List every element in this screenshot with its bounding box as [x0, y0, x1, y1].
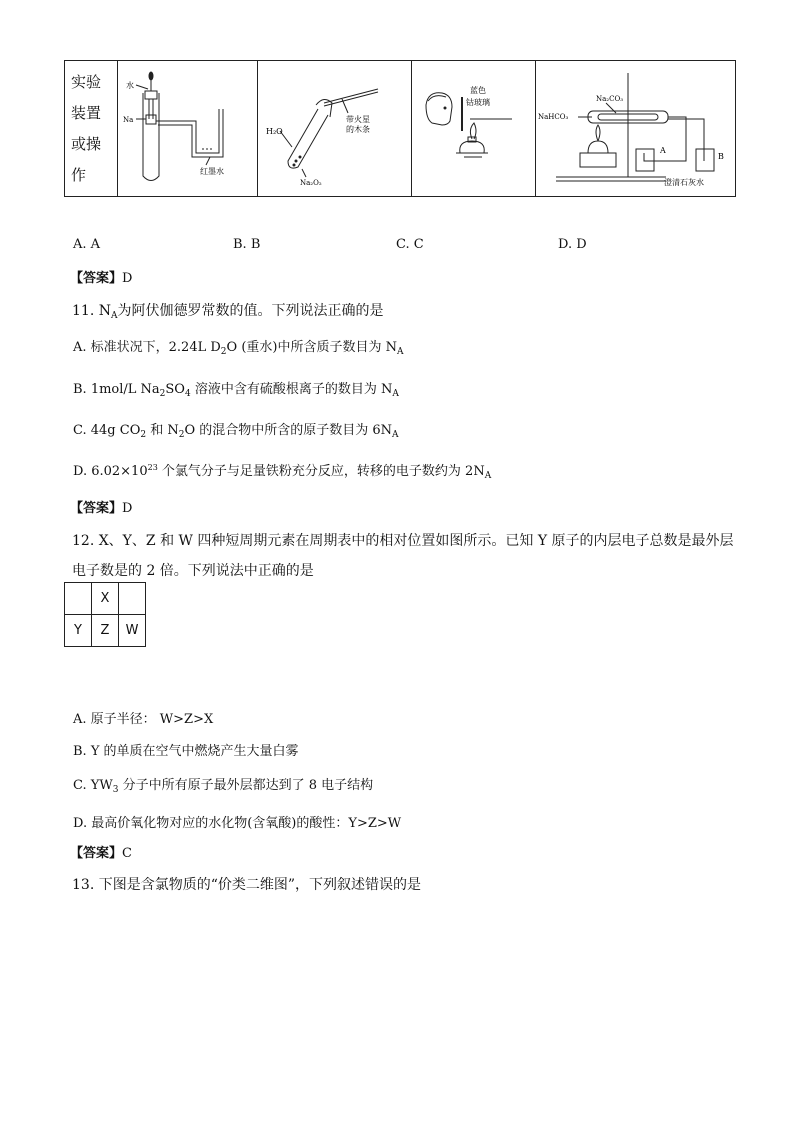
- q11-option-b: [73, 378, 399, 399]
- label-beaker-a: A: [660, 146, 666, 155]
- label-na: Na: [123, 116, 134, 124]
- text: B. 1mol/L Na: [73, 382, 160, 397]
- apparatus-cell-1: [118, 61, 258, 197]
- q10-option-c: C. C: [396, 237, 424, 252]
- q11-na-sub: A: [110, 311, 118, 321]
- sub: A: [392, 389, 399, 399]
- text: C. YW: [73, 778, 113, 793]
- sub: 2: [220, 347, 227, 357]
- answer-label: 【答案】: [70, 501, 123, 516]
- grid-cell: [65, 583, 92, 615]
- text: 分子中所有原子最外层都达到了 8 电子结构: [118, 778, 374, 793]
- apparatus-cell-2: [258, 61, 412, 197]
- q11-stem: [72, 300, 383, 321]
- q12-stem-line-2: 电子数是的 2 倍。下列说法中正确的是: [72, 563, 314, 579]
- grid-cell-x: X: [92, 583, 119, 615]
- sub: 4: [184, 389, 191, 399]
- answer-label: 【答案】: [70, 271, 123, 286]
- q12-stem-line-1: 12. X、Y、Z 和 W 四种短周期元素在周期表中的相对位置如图所示。已知 Y 原子的内层电子总数是最外层: [72, 533, 734, 549]
- sub: 2: [178, 430, 185, 440]
- q10-option-b: B. B: [233, 237, 261, 252]
- q10-option-a: A. A: [73, 237, 101, 252]
- experiment-table: [64, 60, 736, 197]
- sub: A: [392, 430, 399, 440]
- text: 溶液中含有硫酸根离子的数目为 N: [190, 382, 393, 397]
- sub: 2: [159, 389, 166, 399]
- label-line: 作: [71, 165, 87, 184]
- q11-option-d: [73, 460, 491, 481]
- grid-cell-w: W: [119, 615, 146, 647]
- q10-option-d: D. D: [558, 237, 587, 252]
- grid-cell: [119, 583, 146, 615]
- text: C. 44g CO: [73, 423, 141, 438]
- carbonate-heating-figure: [536, 61, 735, 196]
- q11-option-c: [73, 419, 399, 440]
- text: 个氯气分子与足量铁粉充分反应，转移的电子数约为 2N: [157, 464, 485, 479]
- label-line: 装置: [71, 103, 102, 122]
- sub: 3: [112, 785, 119, 795]
- text: A. 标准状况下，2.24L D: [73, 340, 221, 355]
- label-cobalt-glass: 钴玻璃: [466, 98, 490, 107]
- text: O 的混合物中所含的原子数目为 6N: [184, 423, 393, 438]
- grid-cell-y: Y: [65, 615, 92, 647]
- q12-option-b: B. Y 的单质在空气中燃烧产生大量白雾: [73, 744, 299, 759]
- q10-answer: [70, 267, 132, 286]
- q11-stem-text: 为阿伏伽德罗常数的值。下列说法正确的是: [117, 303, 384, 319]
- q11-answer: [70, 497, 132, 516]
- label-water: 水: [126, 81, 134, 90]
- text: D. 6.02×10: [73, 464, 148, 479]
- answer-label: 【答案】: [70, 846, 123, 861]
- sub: 2: [140, 430, 147, 440]
- sodium-peroxide-apparatus-figure: [258, 61, 411, 196]
- sub: A: [396, 347, 404, 357]
- experiment-label-cell: [65, 61, 118, 197]
- label-limewater: 澄清石灰水: [664, 178, 704, 187]
- q12-option-c: [73, 774, 373, 795]
- text: O (重水)中所含质子数目为 N: [226, 340, 397, 355]
- label-line: 或操: [71, 134, 102, 153]
- sup: 23: [147, 463, 158, 472]
- q11-option-a: [73, 336, 403, 357]
- periodic-position-grid: [64, 582, 146, 647]
- q12-option-d: D. 最高价氧化物对应的水化物(含氧酸)的酸性：Y>Z>W: [73, 816, 402, 831]
- label-beaker-b: B: [718, 152, 724, 161]
- q12-option-a: A. 原子半径： W>Z>X: [73, 712, 214, 727]
- text: 和 N: [146, 423, 179, 438]
- flame-test-figure: [412, 61, 535, 196]
- apparatus-cell-4: [536, 61, 736, 197]
- label-blue: 蓝色: [470, 86, 486, 95]
- q11-na: N: [98, 303, 111, 319]
- label-na2o2: Na₂O₂: [300, 179, 322, 187]
- label-na2co3: Na₂CO₃: [596, 95, 624, 103]
- apparatus-cell-3: [412, 61, 536, 197]
- answer-value: C: [122, 846, 132, 861]
- label-line: 实验: [71, 72, 102, 91]
- text: SO: [165, 382, 185, 397]
- label-red-ink: 红墨水: [200, 167, 224, 176]
- sodium-water-apparatus-figure: [118, 61, 257, 196]
- grid-cell-z: Z: [92, 615, 119, 647]
- q11-number: 11.: [72, 303, 99, 319]
- sub: A: [484, 471, 492, 481]
- label-splint: 带火星: [346, 115, 370, 124]
- label-h2o: H₂O: [266, 127, 283, 136]
- q12-answer: [70, 842, 132, 861]
- q13-stem: 13. 下图是含氯物质的“价类二维图”，下列叙述错误的是: [72, 877, 422, 893]
- label-splint-2: 的木条: [346, 125, 370, 134]
- answer-value: D: [122, 271, 133, 286]
- label-nahco3: NaHCO₃: [538, 113, 569, 121]
- answer-value: D: [122, 501, 133, 516]
